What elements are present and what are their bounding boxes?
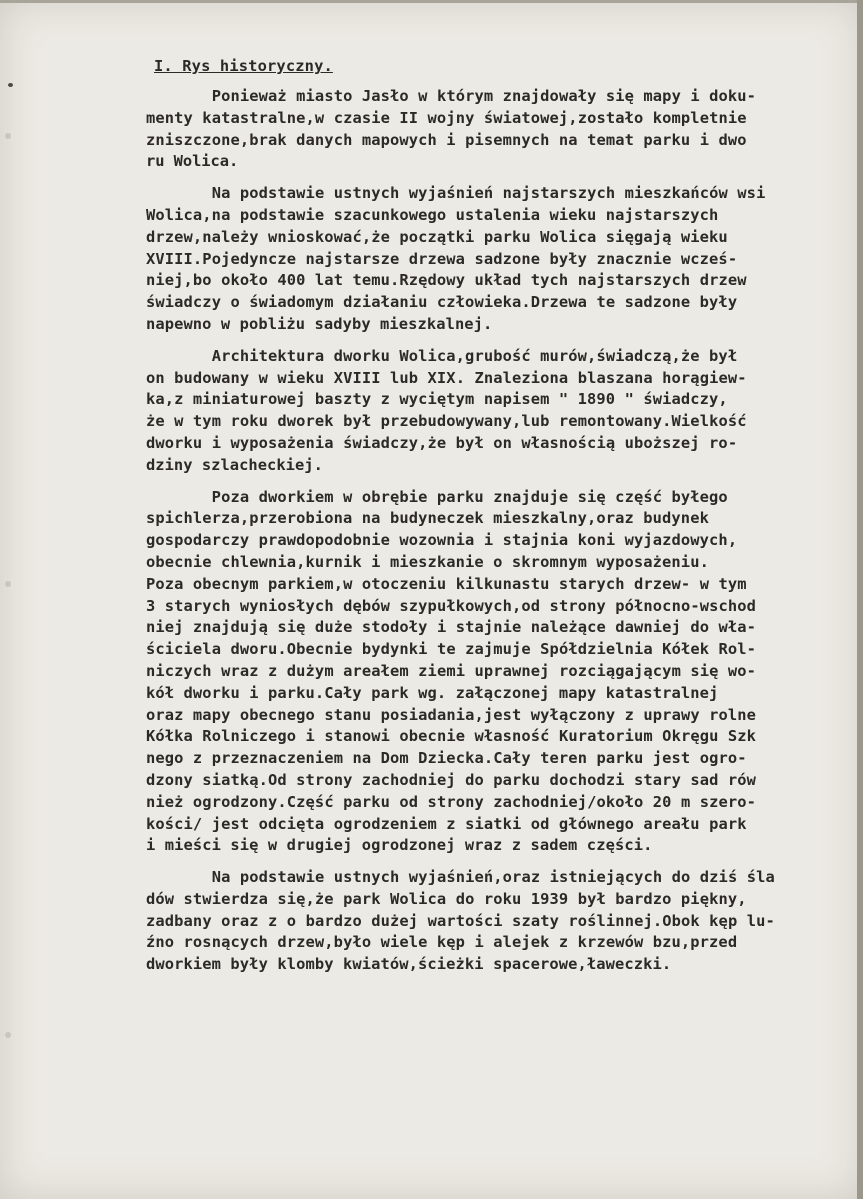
text-line: dów stwierdza się,że park Wolica do roku 1939 był bardzo piękny,: [146, 889, 747, 908]
text-line: dzony siatką.Od strony zachodniej do parku dochodzi stary sad rów: [146, 770, 757, 789]
text-line: i mieści się w drugiej ogrodzonej wraz z sadem części.: [146, 836, 653, 855]
typewritten-document: [146, 56, 848, 986]
text-line: obecnie chlewnia,kurnik i mieszkanie o skromnym wyposażeniu.: [146, 552, 709, 571]
punch-hole: [5, 133, 11, 139]
paragraph: [146, 346, 848, 477]
text-line: ka,z miniaturowej baszty z wyciętym napisem " 1890 " świadczy,: [146, 390, 728, 409]
page-edge-right: [857, 0, 863, 1199]
text-line: kości/ jest odcięta ogrodzeniem z siatki od głównego areału park: [146, 814, 747, 833]
text-line: źno rosnących drzew,było wiele kęp i alejek z krzewów bzu,przed: [146, 933, 738, 952]
text-line: 3 starych wyniosłych dębów szypułkowych,od strony północno-wschod: [146, 596, 757, 615]
paragraph: [146, 867, 848, 976]
text-line: napewno w pobliżu sadyby mieszkalnej.: [146, 314, 493, 333]
text-line: nego z przeznaczeniem na Dom Dziecka.Cały teren parku jest ogro-: [146, 749, 747, 768]
text-line: Na podstawie ustnych wyjaśnień,oraz istniejących do dziś śla: [146, 868, 775, 887]
text-line: Architektura dworku Wolica,grubość murów,świadczą,że był: [146, 346, 738, 365]
document-body: [146, 86, 848, 976]
text-line: Ponieważ miasto Jasło w którym znajdowały się mapy i doku-: [146, 87, 757, 105]
text-line: gospodarczy prawdopodobnie wozownia i stajnia koni wyjazdowych,: [146, 531, 738, 550]
text-line: Na podstawie ustnych wyjaśnień najstarszych mieszkańców wsi: [146, 184, 766, 203]
paragraph: [146, 183, 848, 336]
text-line: niczych wraz z dużym areałem ziemi uprawnej rozciągającym się wo-: [146, 661, 757, 680]
text-line: on budowany w wieku XVIII lub XIX. Znaleziona blaszana horągiew-: [146, 368, 747, 387]
text-line: Kółka Rolniczego i stanowi obecnie własność Kuratorium Okręgu Szk: [146, 727, 757, 746]
text-line: dworkiem były klomby kwiatów,ścieżki spacerowe,ławeczki.: [146, 955, 672, 974]
text-line: dziny szlacheckiej.: [146, 455, 323, 474]
text-line: XVIII.Pojedyncze najstarsze drzewa sadzone były znacznie wcześ-: [146, 249, 738, 268]
text-line: drzew,należy wnioskować,że początki parku Wolica sięgają wieku: [146, 227, 728, 246]
text-line: ściciela dworu.Obecnie bydynki te zajmuje Spółdzielnia Kółek Rol-: [146, 640, 757, 659]
paragraph: [146, 487, 848, 858]
text-line: niej,bo około 400 lat temu.Rzędowy układ tych najstarszych drzew: [146, 271, 747, 290]
paragraph: [146, 86, 848, 173]
punch-hole: [5, 1032, 11, 1038]
text-line: spichlerza,przerobiona na budyneczek mieszkalny,oraz budynek: [146, 509, 709, 528]
text-line: menty katastralne,w czasie II wojny światowej,zostało kompletnie: [146, 108, 747, 127]
text-line: kół dworku i parku.Cały park wg. załączonej mapy katastralnej: [146, 683, 719, 702]
text-line: że w tym roku dworek był przebudowywany,lub remontowany.Wielkość: [146, 412, 747, 431]
text-line: Poza obecnym parkiem,w otoczeniu kilkunastu starych drzew- w tym: [146, 574, 747, 593]
text-line: Wolica,na podstawie szacunkowego ustalenia wieku najstarszych: [146, 205, 719, 224]
text-line: zadbany oraz z o bardzo dużej wartości szaty roślinnej.Obok kęp lu-: [146, 911, 775, 930]
page-edge-top: [0, 0, 863, 3]
text-line: zniszczone,brak danych mapowych i pisemnych na temat parku i dwo: [146, 130, 747, 149]
text-line: dworku i wyposażenia świadczy,że był on własnością uboższej ro-: [146, 433, 738, 452]
text-line: oraz mapy obecnego stanu posiadania,jest wyłączony z uprawy rolne: [146, 705, 757, 724]
section-heading: I. Rys historyczny.: [154, 57, 333, 75]
text-line: Poza dworkiem w obrębie parku znajduje się część byłego: [146, 487, 728, 506]
text-line: niej znajdują się duże stodoły i stajnie należące dawniej do wła-: [146, 618, 757, 637]
margin-mark: [8, 83, 13, 87]
text-line: nież ogrodzony.Część parku od strony zachodniej/około 20 m szero-: [146, 792, 757, 811]
text-line: ru Wolica.: [146, 152, 239, 171]
text-line: świadczy o świadomym działaniu człowieka.Drzewa te sadzone były: [146, 293, 738, 312]
punch-hole: [5, 581, 11, 587]
